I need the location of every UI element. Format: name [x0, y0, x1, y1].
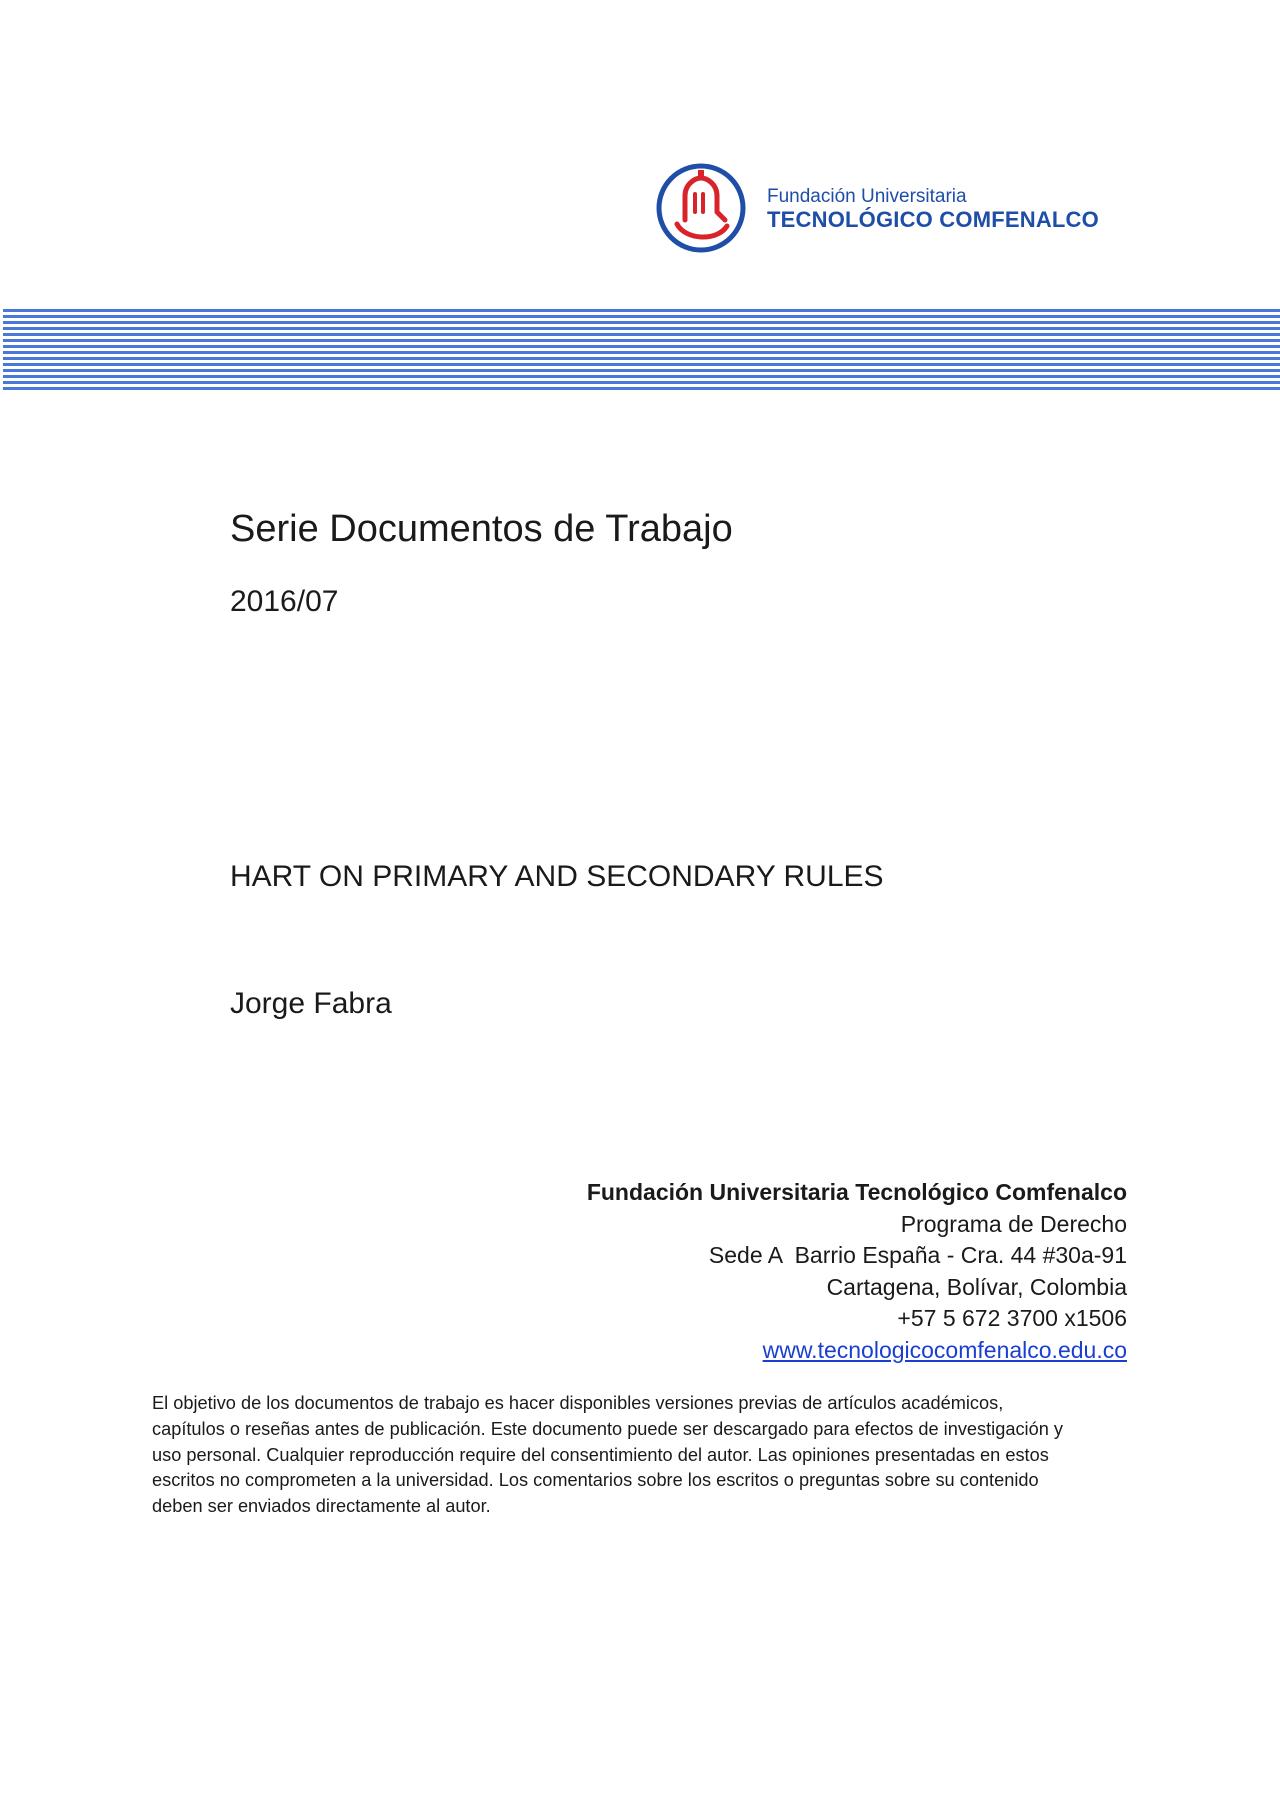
header-stripe-band	[3, 309, 1280, 393]
website-link[interactable]: www.tecnologicocomfenalco.edu.co	[762, 1336, 1127, 1363]
logo-wordmark	[767, 186, 1099, 232]
disclaimer-line: uso personal. Cualquier reproducción require del consentimiento del autor. Las opiniones presentadas en estos	[152, 1444, 1049, 1465]
disclaimer-line: El objetivo de los documentos de trabajo es hacer disponibles versiones previas de artículos académicos,	[152, 1393, 1004, 1413]
series-title: Serie Documentos de Trabajo	[230, 508, 733, 550]
paper-title: HART ON PRIMARY AND SECONDARY RULES	[230, 860, 884, 893]
logo-emblem-icon	[655, 162, 747, 254]
author-name: Jorge Fabra	[230, 987, 392, 1020]
contact-block	[587, 1177, 1127, 1366]
contact-program: Programa de Derecho	[900, 1210, 1127, 1237]
disclaimer-line: deben ser enviados directamente al autor.	[152, 1496, 491, 1517]
logo-line-1: Fundación Universitaria	[767, 186, 967, 207]
disclaimer-line: escritos no comprometen a la universidad. Los comentarios sobre los escritos o preguntas sobre su contenido	[152, 1470, 1039, 1491]
disclaimer-paragraph	[152, 1391, 1132, 1520]
contact-institution: Fundación Universitaria Tecnológico Comfenalco	[586, 1179, 1127, 1205]
series-number: 2016/07	[230, 585, 339, 618]
disclaimer-line: capítulos o reseñas antes de publicación. Este documento puede ser descargado para efectos de investigación y	[152, 1418, 1063, 1439]
logo-line-2: TECNOLÓGICO COMFENALCO	[767, 207, 1099, 232]
institution-logo	[655, 160, 1115, 260]
contact-address: Sede A Barrio España - Cra. 44 #30a-91	[708, 1242, 1127, 1268]
contact-phone: +57 5 672 3700 x1506	[897, 1305, 1127, 1331]
contact-city: Cartagena, Bolívar, Colombia	[826, 1273, 1127, 1300]
